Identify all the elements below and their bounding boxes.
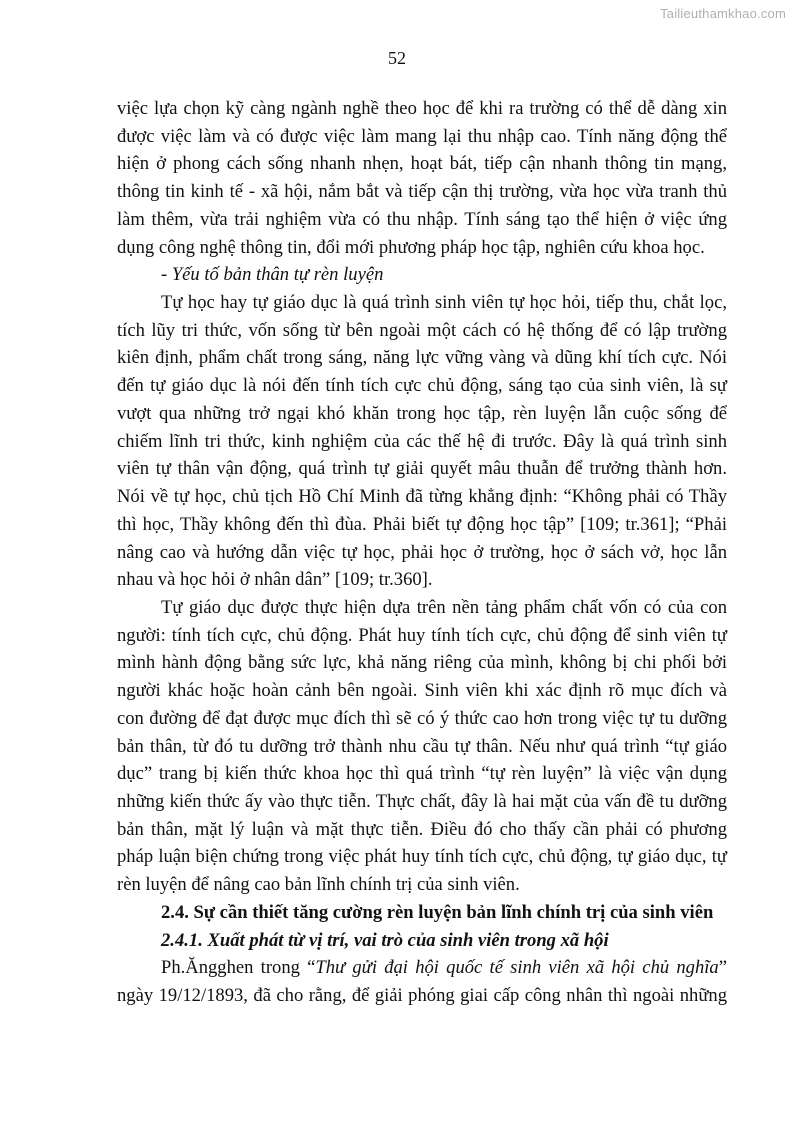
- paragraph-line: được việc làm và có được việc làm mang lại thu nhập cao. Tính năng động thể: [117, 125, 727, 147]
- text-run: Ph.Ăngghen trong “: [161, 957, 316, 979]
- document-body: [117, 95, 727, 1010]
- cited-title: Thư gửi đại hội quốc tế sinh viên xã hội chủ nghĩa: [315, 957, 719, 979]
- paragraph-line: bản thân, mặt lý luận và mặt thực tiễn. Điều đó cho thấy cần phải có phương: [117, 818, 727, 840]
- paragraph-line: người: tính tích cực, chủ động. Phát huy tính tích cực, chủ động để sinh viên tự: [117, 624, 727, 646]
- paragraph-line: mình hành động bằng sức lực, khả năng riêng của mình, không bị chi phối bởi: [117, 652, 727, 674]
- paragraph-line: [117, 954, 727, 982]
- paragraph-line: những kiến thức ấy vào thực tiễn. Thực chất, đây là hai mặt của vấn đề tu dưỡng: [117, 790, 727, 812]
- paragraph-line: vượt qua những trở ngại khó khăn trong học tập, rèn luyện lẫn cuộc sống để: [117, 402, 727, 424]
- subsection-heading: - Yếu tố bản thân tự rèn luyện: [161, 264, 384, 286]
- text-run: ”: [718, 957, 727, 979]
- paragraph-line: Tự giáo dục được thực hiện dựa trên nền tảng phẩm chất vốn có của con: [161, 596, 727, 618]
- paragraph-line: tích lũy tri thức, vốn sống từ bên ngoài một cách có hệ thống để có lập trường: [117, 319, 727, 341]
- paragraph-line: làm thêm, vừa trải nghiệm vừa có thu nhập. Tính sáng tạo thể hiện ở việc ứng: [117, 208, 727, 230]
- paragraph-line: thì học, Thầy không đến thì đùa. Phải biết tự động học tập” [109; tr.361]; “Phải: [117, 513, 727, 535]
- paragraph-line: pháp luận biện chứng trong việc phát huy tính tích cực, chủ động, tự giáo dục, tự: [117, 846, 727, 868]
- paragraph-line: nhau và học hỏi ở nhân dân” [109; tr.360].: [117, 569, 433, 591]
- paragraph-line: chiếm lĩnh tri thức, kinh nghiệm của các thế hệ đi trước. Đây là quá trình sinh: [117, 430, 727, 452]
- paragraph-line: người khác hoặc hoàn cảnh bên ngoài. Sinh viên khi xác định rõ mục đích và: [117, 680, 727, 702]
- paragraph-line: bản thân, từ đó tu dưỡng trở thành nhu cầu tự thân. Nếu như quá trình “tự giáo: [117, 735, 727, 757]
- page-number: 52: [388, 48, 406, 68]
- section-heading: 2.4. Sự cần thiết tăng cường rèn luyện bản lĩnh chính trị của sinh viên: [161, 901, 714, 923]
- paragraph-line: con đường để đạt được mục đích thì sẽ có ý thức cao hơn trong việc tự tu dưỡng: [117, 707, 727, 729]
- paragraph-line: việc lựa chọn kỹ càng ngành nghề theo học để khi ra trường có thể dễ dàng xin: [117, 98, 727, 119]
- paragraph-line: viên tự thân vận động, quá trình tự giải quyết mâu thuẫn để trưởng thành hơn.: [117, 458, 727, 480]
- paragraph-line: dụng công nghệ thông tin, đổi mới phương pháp học tập, nghiên cứu khoa học.: [117, 236, 705, 258]
- paragraph-line: kiên định, phẩm chất trong sáng, năng lực vững vàng và dũng khí tích cực. Nói: [117, 347, 727, 369]
- subsection-heading: 2.4.1. Xuất phát từ vị trí, vai trò của sinh viên trong xã hội: [161, 929, 609, 951]
- paragraph-line: đến tự giáo dục là nói đến tính tích cực chủ động, sáng tạo của sinh viên, là sự: [117, 375, 727, 397]
- paragraph-line: Tự học hay tự giáo dục là quá trình sinh viên tự học hỏi, tiếp thu, chắt lọc,: [161, 292, 727, 314]
- paragraph-line: hiện ở phong cách sống nhanh nhẹn, hoạt bát, tiếp cận nhanh thông tin mạng,: [117, 153, 727, 175]
- watermark: Tailieuthamkhao.com: [660, 6, 786, 21]
- paragraph-line: Nói về tự học, chủ tịch Hồ Chí Minh đã từng khẳng định: “Không phải có Thầy: [117, 486, 727, 508]
- paragraph-line: dục” trang bị kiến thức khoa học thì quá trình “tự rèn luyện” là việc vận dụng: [117, 763, 727, 785]
- paragraph-line: nâng cao và hướng dẫn việc tự học, phải học ở trường, học ở sách vở, học lẫn: [117, 541, 727, 563]
- paragraph-line: thông tin kinh tế - xã hội, nắm bắt và tiếp cận thị trường, vừa học vừa tranh thủ: [117, 181, 727, 203]
- paragraph-line: rèn luyện để nâng cao bản lĩnh chính trị của sinh viên.: [117, 874, 520, 896]
- paragraph-line: ngày 19/12/1893, đã cho rằng, để giải phóng giai cấp công nhân thì ngoài những: [117, 985, 727, 1006]
